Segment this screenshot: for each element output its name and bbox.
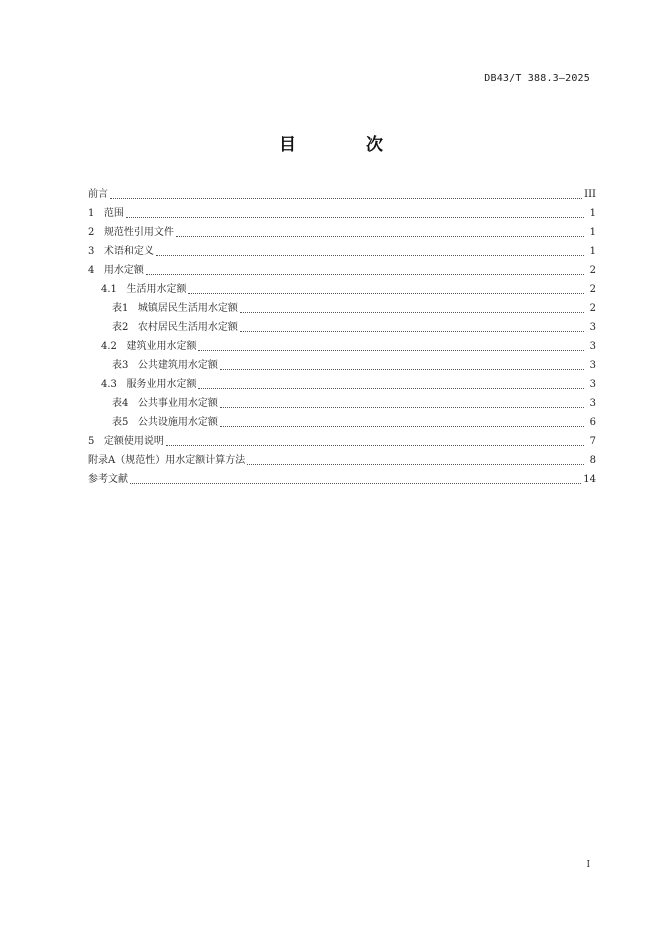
toc-entry[interactable] bbox=[88, 204, 596, 223]
toc-entry-number: 5 bbox=[88, 436, 95, 447]
toc-entry-page: 1 bbox=[589, 246, 596, 257]
toc-entry-title: 公共建筑用水定额 bbox=[137, 360, 218, 371]
toc-dot-leader bbox=[247, 463, 584, 465]
toc-entry[interactable] bbox=[88, 299, 596, 318]
toc-title: 目 次 bbox=[279, 135, 415, 155]
toc-dot-leader bbox=[110, 197, 582, 199]
toc-entry-title: 术语和定义 bbox=[103, 246, 154, 257]
toc-entry[interactable] bbox=[88, 223, 596, 242]
toc-entry-page: 7 bbox=[589, 436, 596, 447]
toc-entry[interactable] bbox=[88, 432, 596, 451]
toc-entry-title: 规范性引用文件 bbox=[103, 227, 174, 238]
toc-entry-page: 2 bbox=[589, 303, 596, 314]
toc-entry-page: III bbox=[584, 189, 596, 200]
table-of-contents bbox=[88, 185, 596, 489]
toc-entry[interactable] bbox=[88, 318, 596, 337]
toc-entry-page: 1 bbox=[589, 208, 596, 219]
document-code: DB43/T 388.3—2025 bbox=[484, 73, 590, 84]
toc-entry-page: 2 bbox=[589, 265, 596, 276]
toc-dot-leader bbox=[156, 254, 584, 256]
toc-entry[interactable] bbox=[88, 413, 596, 432]
toc-entry-title: 公共设施用水定额 bbox=[137, 417, 218, 428]
toc-dot-leader bbox=[240, 330, 584, 332]
toc-entry-title: 附录A（规范性）用水定额计算方法 bbox=[88, 455, 246, 466]
toc-entry-title: 城镇居民生活用水定额 bbox=[137, 303, 238, 314]
toc-entry-page: 3 bbox=[589, 360, 596, 371]
toc-dot-leader bbox=[188, 292, 584, 294]
toc-entry-title: 公共事业用水定额 bbox=[137, 398, 218, 409]
toc-dot-leader bbox=[198, 349, 584, 351]
toc-entry-number: 2 bbox=[88, 227, 95, 238]
toc-entry[interactable] bbox=[88, 470, 596, 489]
toc-entry-title: 建筑业用水定额 bbox=[126, 341, 197, 352]
toc-dot-leader bbox=[198, 387, 584, 389]
toc-entry-title: 生活用水定额 bbox=[126, 284, 187, 295]
page-number: I bbox=[586, 860, 590, 870]
toc-entry-page: 3 bbox=[589, 322, 596, 333]
toc-entry-number: 表1 bbox=[112, 303, 129, 314]
toc-entry[interactable] bbox=[88, 185, 596, 204]
toc-entry-title: 定额使用说明 bbox=[103, 436, 164, 447]
toc-dot-leader bbox=[126, 216, 584, 218]
toc-entry-number: 4.2 bbox=[101, 341, 117, 352]
toc-dot-leader bbox=[166, 444, 584, 446]
toc-entry-title: 用水定额 bbox=[103, 265, 144, 276]
toc-entry[interactable] bbox=[88, 451, 596, 470]
toc-entry-number: 1 bbox=[88, 208, 95, 219]
toc-entry-page: 3 bbox=[589, 398, 596, 409]
toc-entry[interactable] bbox=[88, 375, 596, 394]
toc-entry-title: 服务业用水定额 bbox=[126, 379, 197, 390]
toc-entry-title: 参考文献 bbox=[88, 474, 128, 485]
toc-entry-number: 4.3 bbox=[101, 379, 117, 390]
toc-entry-number: 表2 bbox=[112, 322, 129, 333]
toc-entry-page: 2 bbox=[589, 284, 596, 295]
toc-entry-number: 4 bbox=[88, 265, 95, 276]
toc-entry-page: 14 bbox=[583, 474, 596, 485]
toc-dot-leader bbox=[240, 311, 584, 313]
toc-dot-leader bbox=[146, 273, 584, 275]
toc-entry-page: 6 bbox=[589, 417, 596, 428]
toc-entry-number: 3 bbox=[88, 246, 95, 257]
toc-dot-leader bbox=[220, 425, 584, 427]
toc-entry[interactable] bbox=[88, 280, 596, 299]
toc-entry-page: 8 bbox=[589, 455, 596, 466]
toc-entry-number: 4.1 bbox=[101, 284, 117, 295]
toc-entry-number: 表5 bbox=[112, 417, 129, 428]
toc-entry-title: 范围 bbox=[103, 208, 124, 219]
toc-entry-page: 3 bbox=[589, 341, 596, 352]
toc-dot-leader bbox=[220, 368, 584, 370]
toc-entry-title: 前言 bbox=[88, 189, 108, 200]
toc-entry[interactable] bbox=[88, 356, 596, 375]
toc-entry-number: 表4 bbox=[112, 398, 129, 409]
toc-dot-leader bbox=[176, 235, 584, 237]
toc-entry-number: 表3 bbox=[112, 360, 129, 371]
toc-entry[interactable] bbox=[88, 261, 596, 280]
toc-entry[interactable] bbox=[88, 242, 596, 261]
toc-dot-leader bbox=[220, 406, 584, 408]
toc-entry[interactable] bbox=[88, 394, 596, 413]
toc-entry-title: 农村居民生活用水定额 bbox=[137, 322, 238, 333]
toc-entry-page: 3 bbox=[589, 379, 596, 390]
toc-entry[interactable] bbox=[88, 337, 596, 356]
toc-entry-page: 1 bbox=[589, 227, 596, 238]
toc-dot-leader bbox=[130, 482, 581, 484]
